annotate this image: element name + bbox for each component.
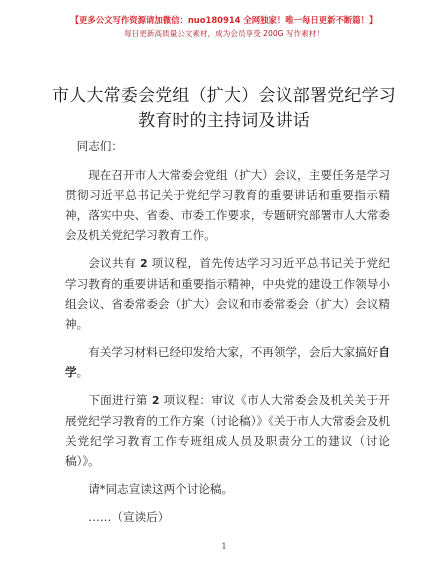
promo-banner-line-1: 【更多公文写作资源请加微信：nuo180914 全网独家！唯一每日更新不断篇！】 xyxy=(70,15,378,25)
paragraph-4-rest: 项议程：审议《市人大常委会及机关关于开展党纪学习教育的工作方案（讨论稿）》《关于市人大常委会及机关党纪学习教育工作专班组成人员及职责分工的建议（讨论稿）》。 xyxy=(65,393,390,468)
paragraph-2 xyxy=(65,253,390,334)
agenda-item-number: 2 xyxy=(151,394,160,407)
document-title-line-2: 教育时的主持词及讲话 xyxy=(138,111,310,131)
paragraph-4 xyxy=(65,390,390,471)
paragraph-3-emphasis: 自学 xyxy=(65,345,390,379)
paragraph-4-lead: 下面进行第 xyxy=(88,393,152,407)
page-number: 1 xyxy=(221,542,227,551)
agenda-count: 2 xyxy=(139,257,148,270)
paragraph-3-lead: 有关学习材料已经印发给大家，不再领学，会后大家搞好 xyxy=(88,345,379,359)
paragraph-2-rest: 项议程，首先传达学习习近平总书记关于党纪学习教育的重要讲话和重要指示精神，中央党的建设工作领导小组会议、省委常委会（扩大）会议和市委常委会（扩大）会议精神。 xyxy=(65,256,391,331)
paragraph-1: 现在召开市人大常委会党组（扩大）会议，主要任务是学习贯彻习近平总书记关于党纪学习教育的重要讲话和重要指示精神，落实中央、省委、市委工作要求，专题研究部署市人大常委会及机关党纪学习教育工作。 xyxy=(65,168,390,242)
paragraph-6: ……（宣读后） xyxy=(88,510,170,524)
paragraph-3 xyxy=(65,342,390,382)
paragraph-2-lead: 会议共有 xyxy=(88,256,140,270)
promo-banner xyxy=(0,14,448,40)
document-title-line-1: 市人大常委会党组（扩大）会议部署党纪学习 xyxy=(52,86,396,106)
document-body xyxy=(65,136,390,535)
paragraph-3-rest: 。 xyxy=(76,365,89,379)
document-title xyxy=(40,84,408,134)
salutation: 同志们： xyxy=(76,139,123,153)
paragraph-5: 请*同志宣读这两个讨论稿。 xyxy=(88,482,234,496)
promo-banner-line-2: 每日更新高质量公文素材，成为会员享受 200G 写作素材！ xyxy=(124,29,324,38)
